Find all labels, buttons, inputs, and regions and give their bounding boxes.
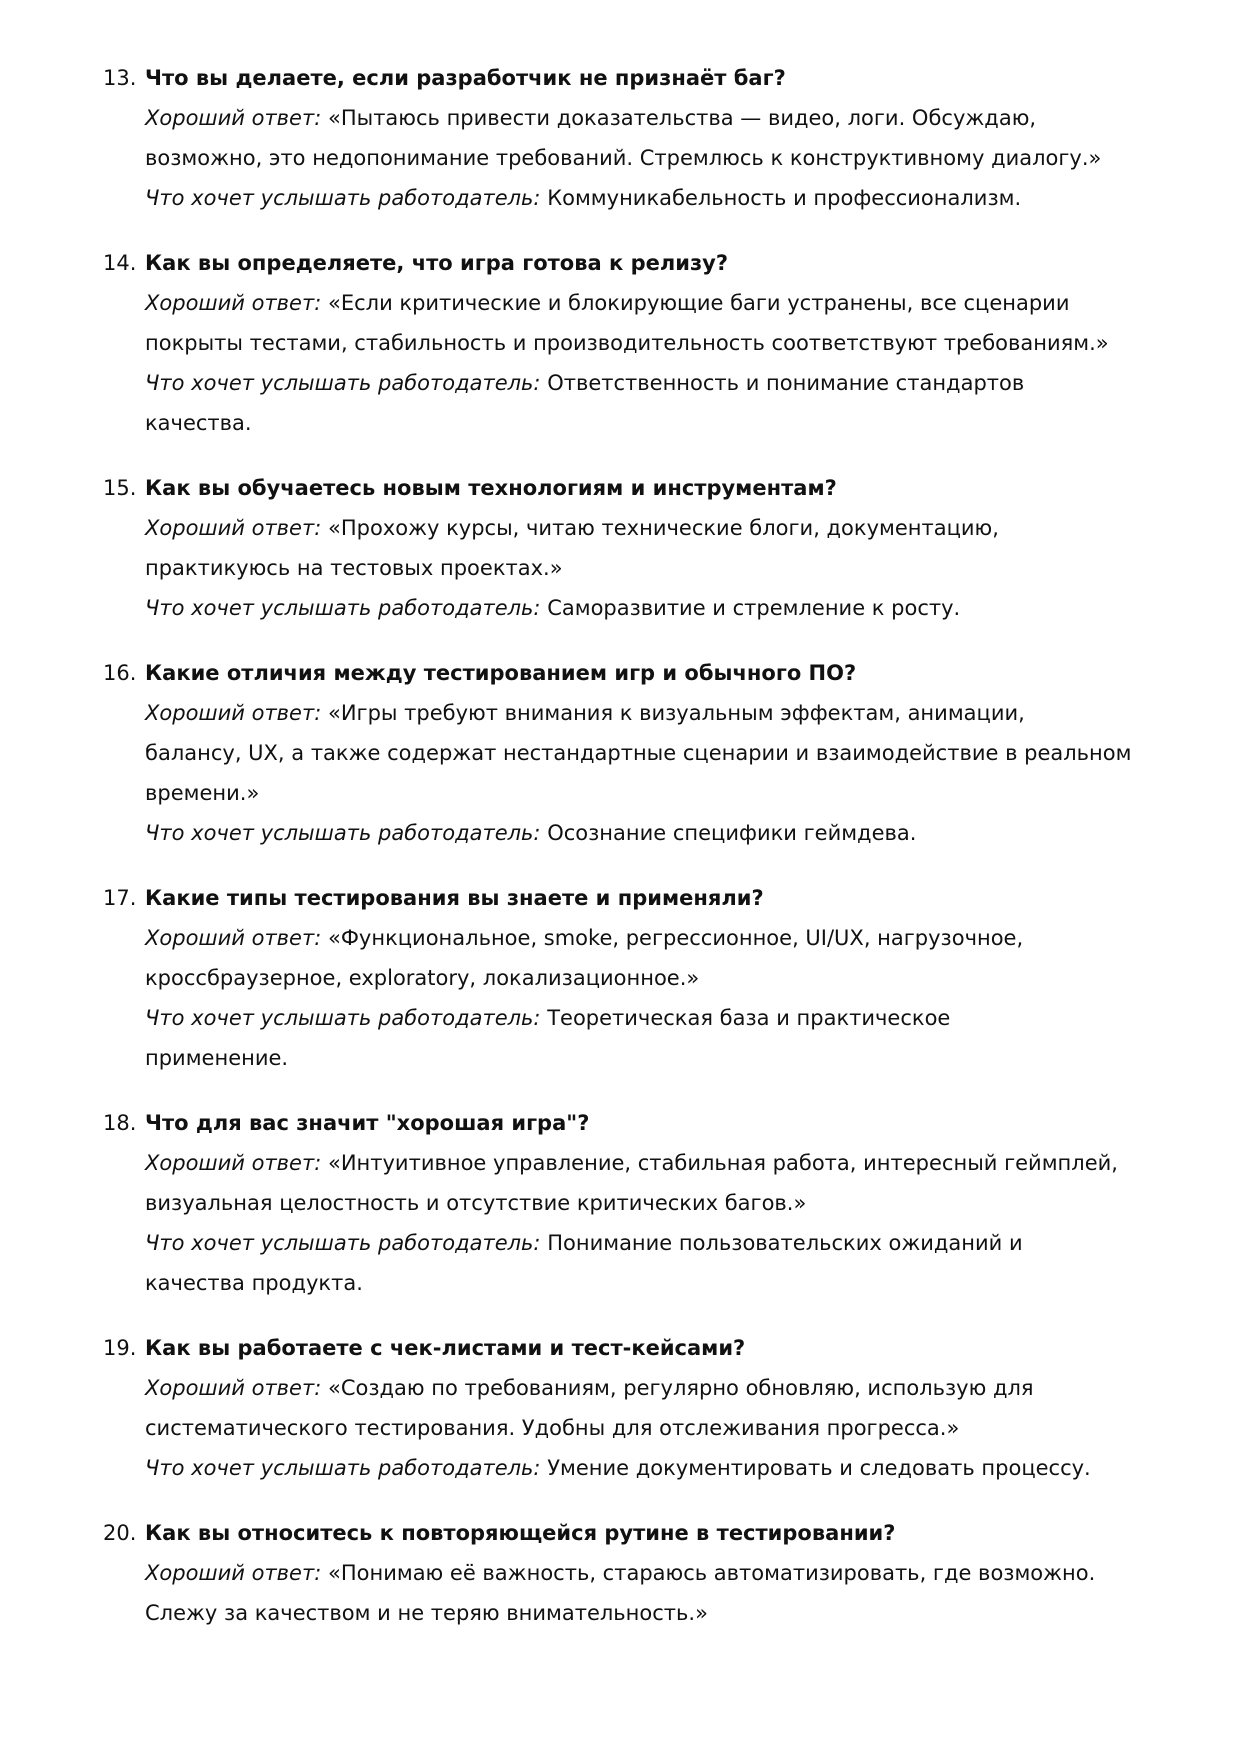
answer-text: «Если критические и блокирующие баги устранены, все сценарии [327,291,1070,315]
answer-text: кроссбраузерное, exploratory, локализационное.» [145,966,700,990]
expectation-text: Саморазвитие и стремление к росту. [547,596,961,620]
answer-text: балансу, UX, а также содержат нестандартные сценарии и взаимодействие в реальном [145,741,1132,765]
list-item [0,1328,1239,1488]
good-answer-label: Хороший ответ: [145,1151,322,1175]
answer-line [145,773,1205,813]
employer-wants-label: Что хочет услышать работодатель: [145,821,541,845]
expectation-line [145,363,1205,403]
answer-text: «Игры требуют внимания к визуальным эффектам, анимации, [327,701,1025,725]
employer-wants-label: Что хочет услышать работодатель: [145,596,541,620]
employer-wants-label: Что хочет услышать работодатель: [145,1231,541,1255]
question-text: Что вы делаете, если разработчик не признаёт баг? [145,66,786,90]
answer-line [145,693,1205,733]
expectation-line [145,1038,1205,1078]
answer-text: покрыты тестами, стабильность и производительность соответствуют требованиям.» [145,331,1109,355]
item-number: 13. [103,66,137,90]
employer-wants-label: Что хочет услышать работодатель: [145,1456,541,1480]
expectation-line [145,1263,1205,1303]
answer-text: систематического тестирования. Удобны для отслеживания прогресса.» [145,1416,960,1440]
list-item [0,1103,1239,1303]
employer-wants-label: Что хочет услышать работодатель: [145,186,541,210]
answer-text: Слежу за качеством и не теряю внимательность.» [145,1601,708,1625]
question-text: Какие отличия между тестированием игр и обычного ПО? [145,661,857,685]
answer-line [145,918,1205,958]
answer-line [145,1553,1205,1593]
answer-text: «Интуитивное управление, стабильная работа, интересный геймплей, [327,1151,1118,1175]
list-item [0,878,1239,1078]
list-item [0,1513,1239,1633]
answer-text: «Создаю по требованиям, регулярно обновляю, использую для [327,1376,1034,1400]
expectation-line [145,1448,1205,1488]
answer-line [145,1593,1205,1633]
employer-wants-label: Что хочет услышать работодатель: [145,1006,541,1030]
expectation-text: Ответственность и понимание стандартов [547,371,1025,395]
expectation-line [145,178,1205,218]
answer-line [145,323,1205,363]
employer-wants-label: Что хочет услышать работодатель: [145,371,541,395]
item-body [145,878,1205,1078]
list-item [0,58,1239,218]
answer-line [145,1368,1205,1408]
item-body [145,653,1205,853]
list-item [0,653,1239,853]
answer-text: «Понимаю её важность, стараюсь автоматизировать, где возможно. [327,1561,1096,1585]
answer-line [145,1408,1205,1448]
answer-line [145,733,1205,773]
list-item [0,243,1239,443]
item-body [145,243,1205,443]
answer-text: «Пытаюсь привести доказательства — видео, логи. Обсуждаю, [327,106,1037,130]
good-answer-label: Хороший ответ: [145,1376,322,1400]
item-body [145,1103,1205,1303]
item-body [145,1328,1205,1488]
question-text: Как вы обучаетесь новым технологиям и инструментам? [145,476,837,500]
answer-text: практикуюсь на тестовых проектах.» [145,556,563,580]
expectation-text: качества. [145,411,252,435]
expectation-line [145,813,1205,853]
expectation-line [145,998,1205,1038]
list-item [0,468,1239,628]
expectation-line [145,588,1205,628]
item-number: 17. [103,886,137,910]
answer-line [145,548,1205,588]
answer-text: «Функциональное, smoke, регрессионное, UI/UX, нагрузочное, [327,926,1024,950]
good-answer-label: Хороший ответ: [145,291,322,315]
expectation-text: применение. [145,1046,289,1070]
item-body [145,1513,1205,1633]
answer-line [145,98,1205,138]
item-number: 15. [103,476,137,500]
question-list [0,58,1239,1658]
question-text: Что для вас значит "хорошая игра"? [145,1111,590,1135]
good-answer-label: Хороший ответ: [145,106,322,130]
question-text: Как вы относитесь к повторяющейся рутине в тестировании? [145,1521,896,1545]
good-answer-label: Хороший ответ: [145,1561,322,1585]
answer-text: визуальная целостность и отсутствие критических багов.» [145,1191,807,1215]
good-answer-label: Хороший ответ: [145,516,322,540]
good-answer-label: Хороший ответ: [145,701,322,725]
expectation-text: Осознание специфики геймдева. [547,821,917,845]
question-text: Как вы определяете, что игра готова к релизу? [145,251,729,275]
expectation-text: Умение документировать и следовать процессу. [547,1456,1091,1480]
item-body [145,58,1205,218]
answer-text: времени.» [145,781,260,805]
expectation-text: Понимание пользовательских ожиданий и [547,1231,1023,1255]
expectation-line [145,1223,1205,1263]
item-number: 20. [103,1521,137,1545]
answer-line [145,1143,1205,1183]
expectation-text: Коммуникабельность и профессионализм. [547,186,1022,210]
answer-line [145,1183,1205,1223]
answer-line [145,958,1205,998]
item-number: 19. [103,1336,137,1360]
expectation-text: Теоретическая база и практическое [547,1006,951,1030]
question-text: Какие типы тестирования вы знаете и применяли? [145,886,764,910]
item-body [145,468,1205,628]
answer-text: «Прохожу курсы, читаю технические блоги, документацию, [327,516,999,540]
good-answer-label: Хороший ответ: [145,926,322,950]
item-number: 14. [103,251,137,275]
answer-line [145,138,1205,178]
item-number: 18. [103,1111,137,1135]
expectation-text: качества продукта. [145,1271,363,1295]
answer-text: возможно, это недопонимание требований. Стремлюсь к конструктивному диалогу.» [145,146,1102,170]
expectation-line [145,403,1205,443]
answer-line [145,508,1205,548]
question-text: Как вы работаете с чек-листами и тест-кейсами? [145,1336,746,1360]
answer-line [145,283,1205,323]
item-number: 16. [103,661,137,685]
